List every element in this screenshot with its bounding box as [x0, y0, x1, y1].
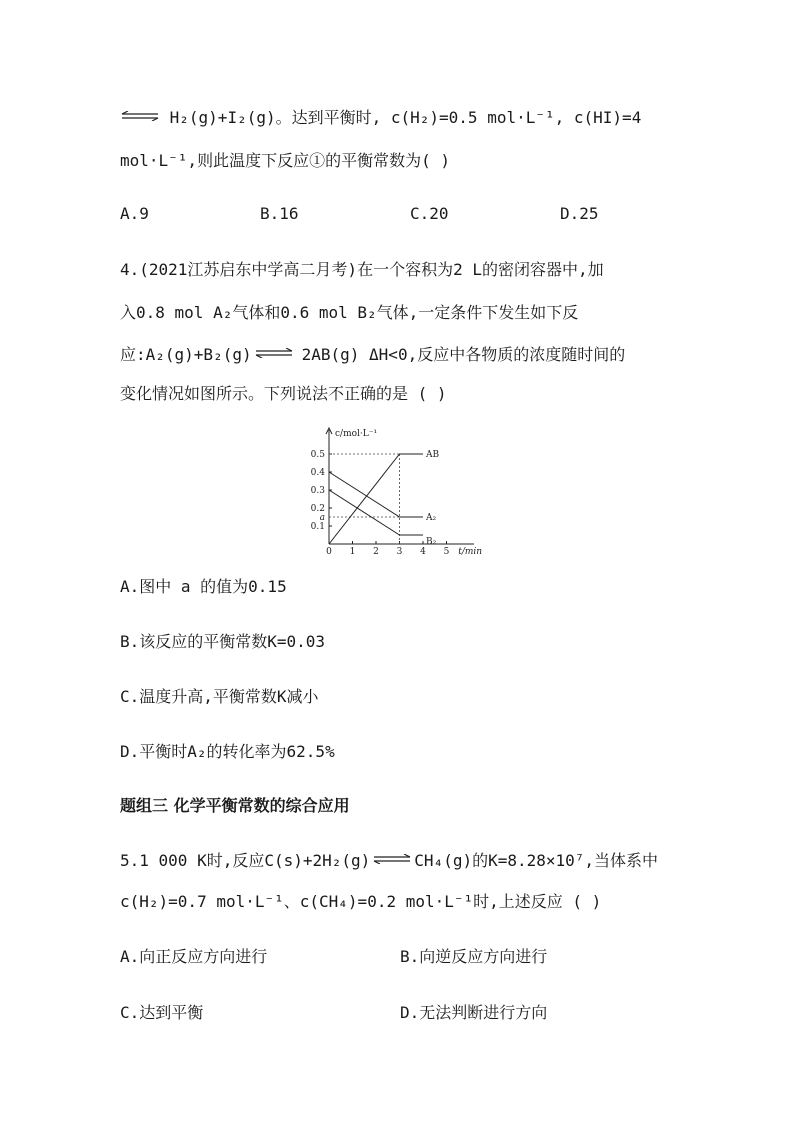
q5-option-d[interactable]: D.无法判断进行方向	[400, 1003, 548, 1022]
q5-line1	[120, 850, 658, 872]
q3-option-c[interactable]: C.20	[410, 204, 449, 223]
concentration-time-chart	[305, 425, 495, 555]
x-tick-label: 1	[349, 547, 356, 555]
series-label-3: B₂	[426, 537, 437, 547]
y-tick-label: 0.2	[310, 504, 325, 514]
y-tick-label: 0.4	[310, 468, 325, 478]
q5-option-b[interactable]: B.向逆反应方向进行	[400, 947, 548, 966]
y-axis-label: c/mol·L⁻¹	[335, 429, 378, 439]
q4-line3-a: 应:A₂(g)+B₂(g)	[120, 345, 252, 364]
q4-line2: 入0.8 mol A₂气体和0.6 mol B₂气体,一定条件下发生如下反	[120, 303, 579, 322]
x-tick-label: 5	[443, 547, 450, 555]
y-tick-label: 0.5	[310, 450, 325, 460]
q4-option-a[interactable]: A.图中 a 的值为0.15	[120, 577, 287, 596]
q4-line3-b: 2AB(g) ΔH<0,反应中各物质的浓度随时间的	[301, 345, 626, 364]
q4-option-d[interactable]: D.平衡时A₂的转化率为62.5%	[120, 742, 335, 761]
x-tick-label: 4	[420, 547, 426, 555]
q3-line1	[120, 107, 641, 129]
chart-series	[329, 454, 423, 544]
q5-line1-b: CH₄(g)的K=8.28×10⁷,当体系中	[414, 851, 659, 870]
q4-line1: 4.(2021江苏启东中学高二月考)在一个容积为2 L的密闭容器中,加	[120, 260, 604, 279]
y-tick-label: 0.3	[310, 486, 325, 496]
series-label-1: AB	[426, 450, 440, 460]
q4-option-b[interactable]: B.该反应的平衡常数K=0.03	[120, 632, 326, 651]
equilibrium-arrow-icon	[372, 854, 412, 864]
q3-line2: mol·L⁻¹,则此温度下反应①的平衡常数为( )	[120, 151, 450, 170]
q3-option-b[interactable]: B.16	[260, 204, 299, 223]
chart-labels	[311, 429, 483, 555]
q5-option-a[interactable]: A.向正反应方向进行	[120, 947, 268, 966]
equilibrium-arrow-icon	[254, 348, 294, 358]
y-tick-label: 0.1	[310, 522, 325, 532]
equilibrium-arrow-icon	[120, 111, 160, 121]
x-tick-label: 2	[373, 547, 379, 555]
q5-line2: c(H₂)=0.7 mol·L⁻¹、c(CH₄)=0.2 mol·L⁻¹时,上述反应 ( )	[120, 892, 602, 911]
q3-option-d[interactable]: D.25	[560, 204, 599, 223]
series-line-3	[329, 490, 423, 535]
q5-line1-a: 5.1 000 K时,反应C(s)+2H₂(g)	[120, 851, 371, 870]
q3-line1-text: H₂(g)+I₂(g)。达到平衡时, c(H₂)=0.5 mol·L⁻¹, c(HI)=4	[169, 108, 642, 127]
x-tick-label: 3	[396, 547, 403, 555]
q4-line3	[120, 344, 625, 366]
q4-option-c[interactable]: C.温度升高,平衡常数K减小	[120, 687, 319, 706]
q5-option-c[interactable]: C.达到平衡	[120, 1003, 204, 1022]
a-value-label: a	[319, 513, 325, 523]
q4-line4: 变化情况如图所示。下列说法不正确的是 ( )	[120, 384, 447, 403]
x-axis-label: t/min	[458, 547, 483, 555]
series-label-2: A₂	[426, 513, 437, 523]
x-tick-label: 0	[326, 547, 332, 555]
section-heading: 题组三 化学平衡常数的综合应用	[120, 796, 350, 815]
chart-axes	[326, 428, 474, 544]
series-line-2	[329, 472, 423, 517]
q3-option-a[interactable]: A.9	[120, 204, 149, 223]
